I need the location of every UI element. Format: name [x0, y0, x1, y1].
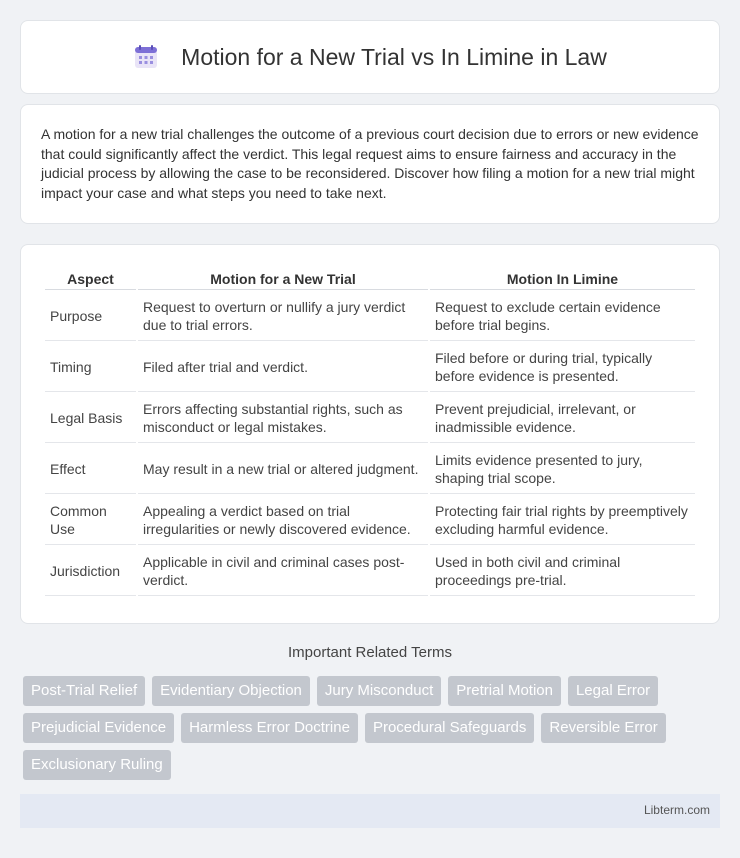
- related-term-tag[interactable]: Jury Misconduct: [317, 676, 441, 706]
- table-row: [45, 292, 695, 341]
- related-term-tag[interactable]: Exclusionary Ruling: [23, 750, 171, 780]
- comparison-table: [43, 265, 697, 598]
- related-term-tag[interactable]: Procedural Safeguards: [365, 713, 534, 743]
- table-row: [45, 343, 695, 392]
- in-limine-cell: Request to exclude certain evidence before trial begins.: [430, 292, 695, 341]
- footer-site-link[interactable]: Libterm.com: [643, 803, 710, 817]
- table-header-row: [45, 267, 695, 290]
- calendar-icon: [133, 44, 159, 70]
- aspect-cell: Purpose: [45, 292, 136, 341]
- related-term-tag[interactable]: Reversible Error: [541, 713, 665, 743]
- related-terms-title: Important Related Terms: [288, 644, 452, 661]
- title-card: [20, 20, 720, 94]
- column-header: Aspect: [45, 267, 136, 290]
- new-trial-cell: Applicable in civil and criminal cases post-verdict.: [138, 547, 428, 596]
- page-title: Motion for a New Trial vs In Limine in Law: [181, 43, 607, 70]
- footer: [20, 794, 720, 828]
- intro-card: [20, 104, 720, 224]
- aspect-cell: Effect: [45, 445, 136, 494]
- new-trial-cell: Request to overturn or nullify a jury verdict due to trial errors.: [138, 292, 428, 341]
- new-trial-cell: Filed after trial and verdict.: [138, 343, 428, 392]
- intro-text: A motion for a new trial challenges the outcome of a previous court decision due to errors or new evidence that could significantly affect the verdict. This legal request aims to ensure fairness and accuracy in the judicial process by allowing the case to be reconsidered. Discover how filing a motion for a new trial might impact your case and what steps you need to take next.: [41, 126, 699, 201]
- related-term-tag[interactable]: Legal Error: [568, 676, 658, 706]
- related-term-tag[interactable]: Pretrial Motion: [448, 676, 561, 706]
- in-limine-cell: Used in both civil and criminal proceedings pre-trial.: [430, 547, 695, 596]
- comparison-card: [20, 244, 720, 624]
- aspect-cell: Common Use: [45, 496, 136, 545]
- in-limine-cell: Filed before or during trial, typically before evidence is presented.: [430, 343, 695, 392]
- table-row: [45, 547, 695, 596]
- table-row: [45, 496, 695, 545]
- in-limine-cell: Protecting fair trial rights by preemptively excluding harmful evidence.: [430, 496, 695, 545]
- aspect-cell: Timing: [45, 343, 136, 392]
- column-header: Motion for a New Trial: [138, 267, 428, 290]
- new-trial-cell: Appealing a verdict based on trial irregularities or newly discovered evidence.: [138, 496, 428, 545]
- table-row: [45, 394, 695, 443]
- column-header: Motion In Limine: [430, 267, 695, 290]
- related-term-tag[interactable]: Harmless Error Doctrine: [181, 713, 358, 743]
- related-term-tag[interactable]: Post-Trial Relief: [23, 676, 145, 706]
- in-limine-cell: Prevent prejudicial, irrelevant, or inadmissible evidence.: [430, 394, 695, 443]
- aspect-cell: Legal Basis: [45, 394, 136, 443]
- table-row: [45, 445, 695, 494]
- new-trial-cell: May result in a new trial or altered judgment.: [138, 445, 428, 494]
- related-term-tag[interactable]: Evidentiary Objection: [152, 676, 310, 706]
- related-term-tag[interactable]: Prejudicial Evidence: [23, 713, 174, 743]
- in-limine-cell: Limits evidence presented to jury, shaping trial scope.: [430, 445, 695, 494]
- new-trial-cell: Errors affecting substantial rights, such as misconduct or legal mistakes.: [138, 394, 428, 443]
- related-terms-list: [23, 676, 723, 780]
- aspect-cell: Jurisdiction: [45, 547, 136, 596]
